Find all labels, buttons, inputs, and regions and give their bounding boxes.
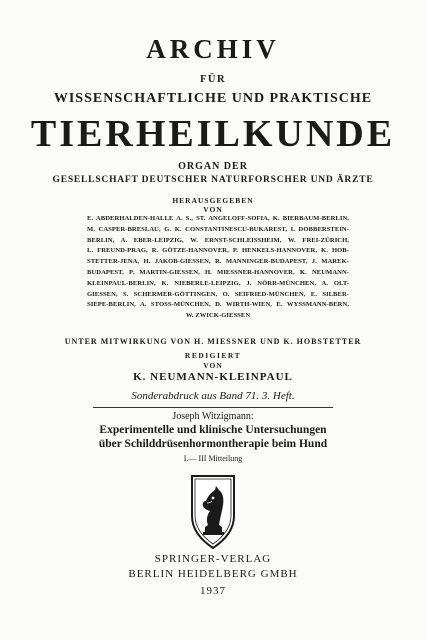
editors-heading: HERAUSGEGEBEN [172,196,254,205]
article-title-line1: Experimentelle und klinische Untersuchungen [99,424,327,436]
cooperation-line: UNTER MITWIRKUNG VON H. MIESSNER UND K. HOBSTETTER [64,337,362,346]
edited-heading: REDIGIERT [184,351,242,360]
editors-line: SIEPE-BERLIN, A. STOSS-MÜNCHEN, D. WIRTH-WIEN, E. WYSSMANN-BERN, [87,301,349,309]
organ-label: ORGAN DER [178,161,248,172]
publisher-location: BERLIN HEIDELBERG GMBH [128,568,298,580]
editors-line: L. FREUND-PRAG, R. GÖTZE-HANNOVER, P. HENKELS-HANNOVER, K. HOB- [87,247,349,255]
article-title-line2: über Schilddrüsenhormontherapie beim Hund [98,438,328,450]
journal-title-subtitle: WISSENSCHAFTLICHE UND PRAKTISCHE [53,91,373,106]
editors-line: W. ZWICK-GIESSEN [185,312,251,320]
article-author: Joseph Witzigmann: [172,411,254,422]
chief-editor-name: K. NEUMANN-KLEINPAUL [133,371,293,383]
journal-title-main: TIERHEILKUNDE [30,113,396,155]
publication-year: 1937 [200,585,226,597]
editors-line: GIESSEN, S. SCHERMER-GÖTTINGEN, O. SEIFRIED-MÜNCHEN, E. SILBER- [87,290,349,298]
editors-line: E. ABDERHALDEN-HALLE A. S., ST. ANGELOFF-SOFIA, K. BIERBAUM-BERLIN, [87,215,349,222]
editors-line: BERLIN, A. EBER-LEIPZIG, W. ERNST-SCHLEISSHEIM, W. FREI-ZÜRICH, [87,236,349,244]
editors-von: VON [203,205,223,214]
offprint-note: Sonderabdruck aus Band 71. 3. Heft. [131,390,295,402]
society-name: GESELLSCHAFT DEUTSCHER NATURFORSCHER UND ÄRZTE [52,175,374,185]
editors-line: STETTER-JENA, H. JAKOB-GIESSEN, R. MANNINGER-BUDAPEST, J. MAREK- [87,258,349,266]
journal-title-fuer: FÜR [199,74,227,85]
editors-line: M. CASPER-BRESLAU, G. K. CONSTANTINESCU-BUKAREST, I. DOBBERSTEIN- [87,225,349,233]
editors-line: KLEINPAUL-BERLIN, K. NIEBERLE-LEIPZIG, J. NÖRR-MÜNCHEN, A. OLT- [87,279,349,287]
divider-rule [93,407,333,408]
journal-title-archiv: ARCHIV [146,34,280,64]
article-part: I.— III Mitteilung [183,454,243,463]
springer-chess-knight-logo-icon [188,472,238,550]
edited-von: VON [203,361,223,370]
publisher-name: SPRINGER-VERLAG [154,553,272,565]
editors-list [87,214,349,322]
editors-line: BUDAPEST, P. MARTIN-GIESSEN, H. MIESSNER-HANNOVER, K. NEUMANN- [87,268,349,276]
